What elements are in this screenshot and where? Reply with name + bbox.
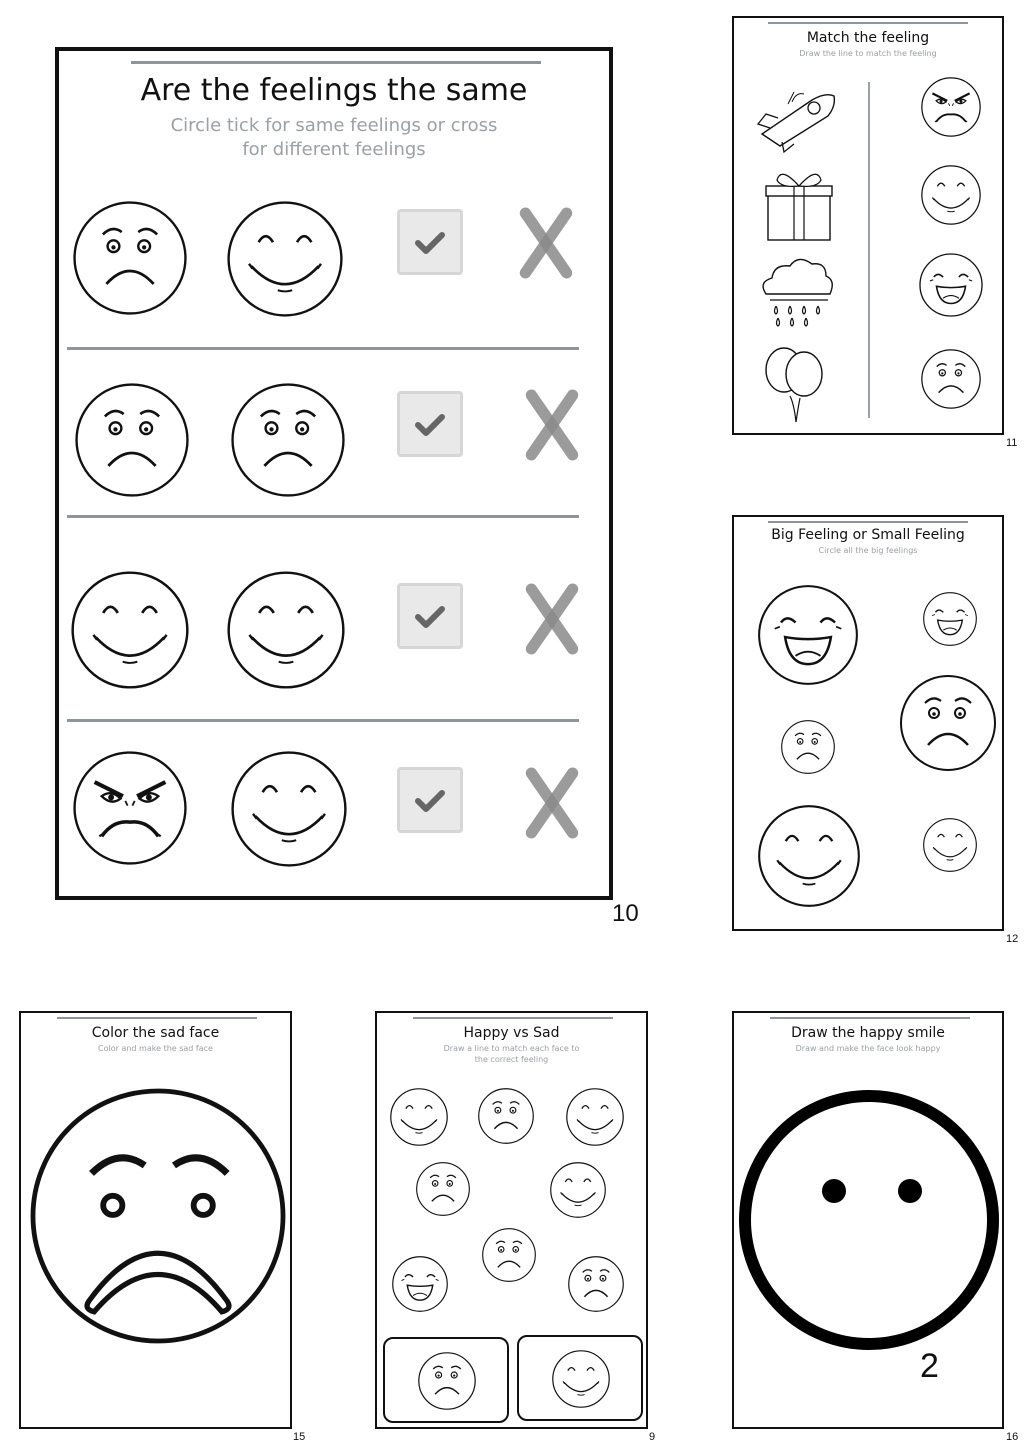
title-rule bbox=[770, 1017, 970, 1019]
worried-face-icon bbox=[417, 1351, 477, 1411]
page-subtitle-line2: the correct feeling bbox=[474, 1055, 549, 1064]
happy-drop-zone[interactable] bbox=[517, 1335, 643, 1421]
page-number: 16 bbox=[1006, 1431, 1019, 1443]
page-number: 9 bbox=[649, 1431, 656, 1443]
happy-face-icon bbox=[565, 1087, 625, 1147]
page-title: Draw the happy smile bbox=[791, 1025, 945, 1041]
happy-face-icon bbox=[229, 749, 349, 869]
tick-box[interactable] bbox=[397, 583, 463, 649]
rain-cloud-icon bbox=[756, 254, 836, 332]
title-rule bbox=[57, 1017, 257, 1019]
happy-face-icon bbox=[225, 199, 345, 319]
happy-face-icon bbox=[225, 569, 347, 691]
cross-icon[interactable] bbox=[521, 767, 583, 839]
check-icon bbox=[410, 596, 450, 636]
page-title: Color the sad face bbox=[91, 1025, 220, 1041]
page-subtitle: Color and make the sad face bbox=[98, 1044, 213, 1053]
laughing-face-icon bbox=[922, 591, 978, 647]
row-divider bbox=[67, 347, 579, 350]
title-rule bbox=[768, 521, 968, 523]
worried-face-icon bbox=[415, 1161, 471, 1217]
balloons-icon bbox=[760, 344, 830, 424]
tick-box[interactable] bbox=[397, 391, 463, 457]
angry-face-icon bbox=[71, 749, 189, 867]
happy-face-icon bbox=[922, 817, 978, 873]
worried-face-icon bbox=[898, 673, 998, 773]
happy-face-icon bbox=[756, 803, 862, 909]
cross-icon[interactable] bbox=[515, 207, 577, 279]
gift-icon bbox=[764, 168, 834, 244]
check-icon bbox=[410, 404, 450, 444]
cross-icon[interactable] bbox=[521, 389, 583, 461]
page-subtitle: Draw the line to match the feeling bbox=[799, 49, 937, 58]
page-title: Happy vs Sad bbox=[463, 1025, 560, 1041]
tick-box[interactable] bbox=[397, 209, 463, 275]
sad-face-icon bbox=[567, 1255, 625, 1313]
sad-drop-zone[interactable] bbox=[383, 1337, 509, 1423]
worried-face-icon bbox=[920, 348, 982, 410]
page-number: 12 bbox=[1006, 933, 1019, 945]
worried-face-icon bbox=[229, 381, 347, 499]
worried-face-icon bbox=[71, 199, 189, 317]
worksheet-page-16 bbox=[732, 1011, 1004, 1429]
worksheet-page-11 bbox=[732, 16, 1004, 435]
happy-face-icon bbox=[551, 1349, 611, 1409]
laughing-face-icon bbox=[391, 1255, 449, 1313]
page-subtitle: Draw and make the face look happy bbox=[795, 1044, 941, 1053]
page-subtitle-line1: Draw a line to match each face to bbox=[443, 1044, 580, 1053]
worried-face-icon bbox=[73, 381, 191, 499]
overlay-number: 2 bbox=[920, 1347, 939, 1385]
worried-face-icon bbox=[780, 719, 836, 775]
laughing-face-icon bbox=[756, 583, 860, 687]
page-number: 10 bbox=[612, 900, 639, 927]
page-subtitle: Circle all the big feelings bbox=[818, 546, 918, 555]
row-divider bbox=[67, 719, 579, 722]
worksheet-page-12 bbox=[732, 515, 1004, 931]
happy-face-icon bbox=[389, 1087, 449, 1147]
page-title: Are the feelings the same bbox=[140, 73, 528, 108]
worksheet-page-10 bbox=[55, 47, 613, 900]
page-subtitle-line1: Circle tick for same feelings or cross bbox=[170, 115, 498, 136]
angry-face-icon bbox=[920, 76, 982, 138]
page-title: Match the feeling bbox=[806, 30, 930, 46]
rocket-icon bbox=[752, 84, 842, 154]
divider-line bbox=[868, 82, 870, 418]
laughing-face-icon bbox=[918, 252, 984, 318]
happy-face-icon bbox=[920, 164, 982, 226]
worried-face-icon bbox=[481, 1227, 537, 1283]
title-rule bbox=[413, 1017, 613, 1019]
happy-face-icon bbox=[549, 1161, 607, 1219]
check-icon bbox=[410, 780, 450, 820]
row-divider bbox=[67, 515, 579, 518]
check-icon bbox=[410, 222, 450, 262]
page-subtitle-line2: for different feelings bbox=[242, 139, 426, 160]
page-number: 11 bbox=[1006, 437, 1018, 449]
page-number: 15 bbox=[293, 1431, 306, 1443]
page-title: Big Feeling or Small Feeling bbox=[771, 527, 965, 543]
worksheet-page-15 bbox=[19, 1011, 292, 1429]
tick-box[interactable] bbox=[397, 767, 463, 833]
title-rule bbox=[131, 61, 541, 64]
happy-face-icon bbox=[69, 569, 191, 691]
sad-face-icon bbox=[25, 1083, 291, 1349]
worksheet-page-9 bbox=[375, 1011, 648, 1429]
title-rule bbox=[768, 22, 968, 24]
worried-face-icon bbox=[477, 1087, 535, 1145]
cross-icon[interactable] bbox=[521, 583, 583, 655]
blank-face-icon[interactable] bbox=[738, 1089, 1000, 1351]
